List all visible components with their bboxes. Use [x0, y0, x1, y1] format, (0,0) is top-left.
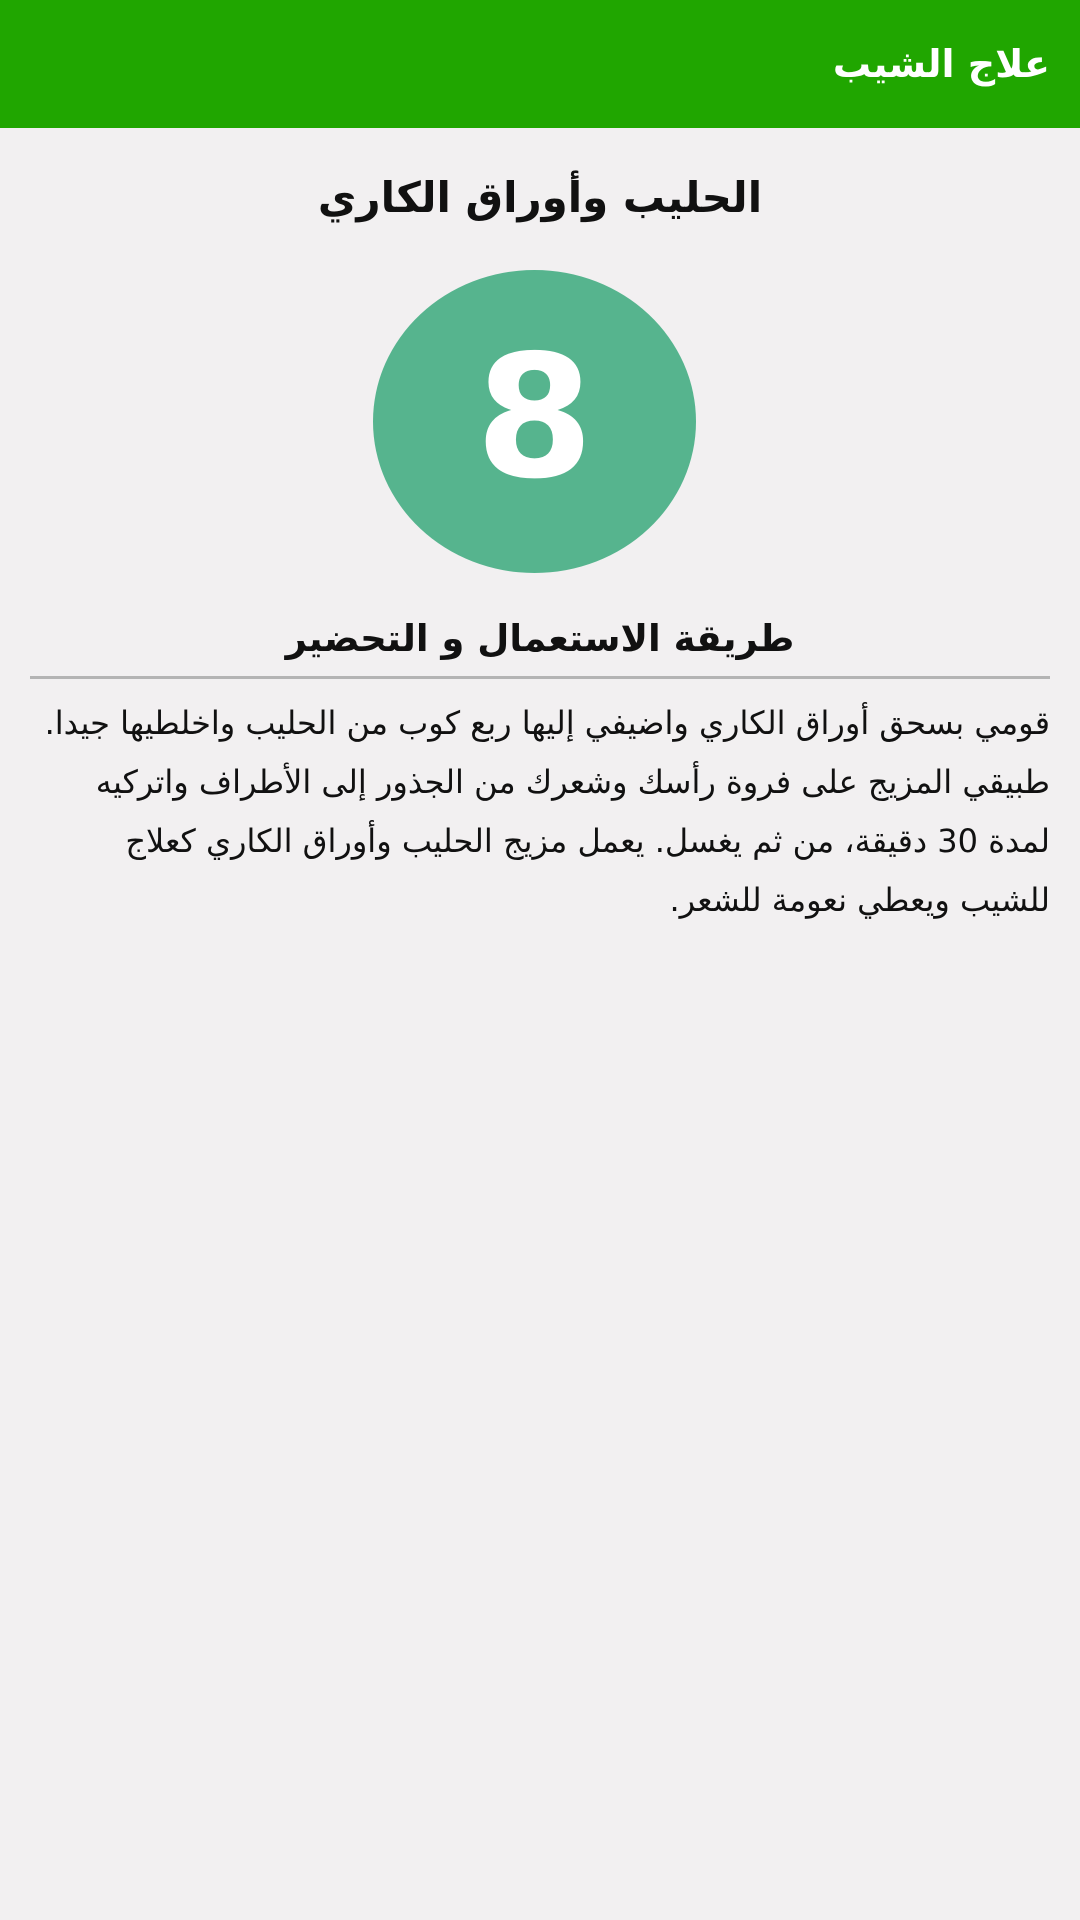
app-title: علاج الشيب [832, 42, 1050, 86]
recipe-number: 8 [475, 318, 594, 517]
recipe-title: الحليب وأوراق الكاري [317, 173, 763, 222]
section-heading: طريقة الاستعمال و التحضير [285, 617, 795, 660]
instructions-text: قومي بسحق أوراق الكاري واضيفي إليها ربع كوب من الحليب واخلطيها جيدا. طبيقي المزيج على فروة رأسك وشعرك من الجذور إلى الأطراف واتركيه لمدة 30 دقيقة، من ثم يغسل. يعمل مزيج الحليب وأوراق الكاري كعلاج للشيب ويعطي نعومة للشعر. [44, 704, 1050, 919]
recipe-number-badge [373, 270, 696, 573]
app-bar [0, 0, 1080, 128]
divider [30, 676, 1050, 679]
